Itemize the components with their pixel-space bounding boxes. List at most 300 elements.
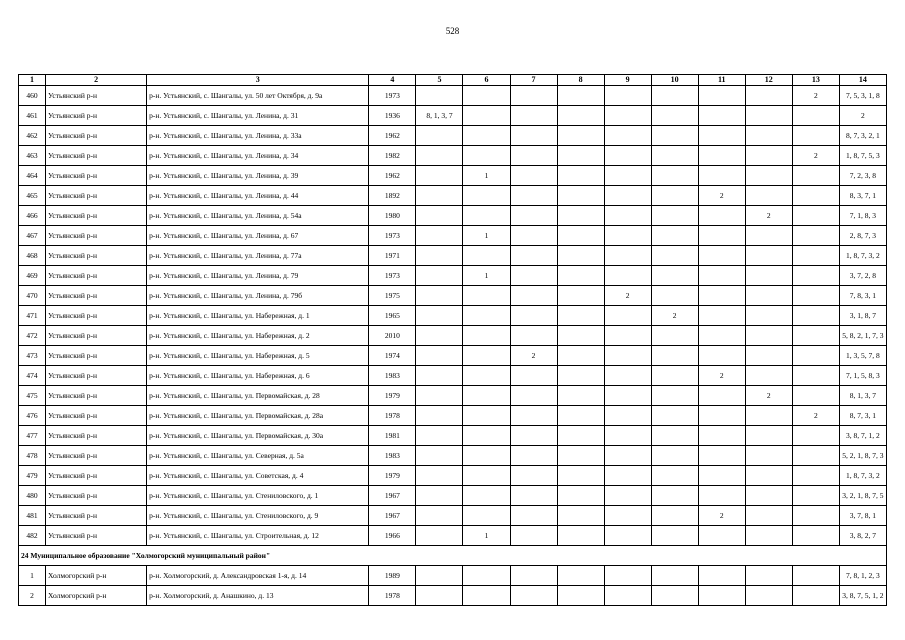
cell-col13 bbox=[792, 346, 839, 366]
section-row bbox=[19, 546, 887, 566]
cell-col6 bbox=[463, 126, 510, 146]
cell-number: 475 bbox=[19, 386, 46, 406]
cell-address: р-н. Холмогорский, д. Анашкино, д. 13 bbox=[147, 586, 369, 606]
cell-col12 bbox=[745, 566, 792, 586]
cell-col5 bbox=[416, 286, 463, 306]
cell-col6: 1 bbox=[463, 266, 510, 286]
table-row bbox=[19, 106, 887, 126]
column-header: 3 bbox=[147, 75, 369, 86]
cell-district: Устьянский р-н bbox=[46, 146, 147, 166]
cell-col9 bbox=[604, 386, 651, 406]
cell-col5 bbox=[416, 126, 463, 146]
cell-col5 bbox=[416, 566, 463, 586]
cell-col8 bbox=[557, 426, 604, 446]
cell-number: 479 bbox=[19, 466, 46, 486]
cell-address: р-н. Устьянский, с. Шангалы, ул. Ленина, д. 39 bbox=[147, 166, 369, 186]
cell-col14: 8, 7, 3, 2, 1 bbox=[839, 126, 886, 146]
cell-col7 bbox=[510, 526, 557, 546]
cell-col14: 5, 2, 1, 8, 7, 3 bbox=[839, 446, 886, 466]
cell-col13 bbox=[792, 526, 839, 546]
cell-address: р-н. Устьянский, с. Шангалы, ул. Набережная, д. 5 bbox=[147, 346, 369, 366]
cell-col13 bbox=[792, 506, 839, 526]
table-row bbox=[19, 246, 887, 266]
cell-address: р-н. Устьянский, с. Шангалы, ул. Ленина, д. 54а bbox=[147, 206, 369, 226]
cell-col10 bbox=[651, 146, 698, 166]
column-header: 2 bbox=[46, 75, 147, 86]
cell-col12 bbox=[745, 286, 792, 306]
cell-col5 bbox=[416, 246, 463, 266]
cell-address: р-н. Устьянский, с. Шангалы, ул. Ленина, д. 67 bbox=[147, 226, 369, 246]
cell-col8 bbox=[557, 246, 604, 266]
cell-district: Устьянский р-н bbox=[46, 446, 147, 466]
cell-col12 bbox=[745, 326, 792, 346]
cell-col14: 3, 8, 7, 1, 2 bbox=[839, 426, 886, 446]
cell-year: 1936 bbox=[369, 106, 416, 126]
cell-col11 bbox=[698, 246, 745, 266]
cell-col8 bbox=[557, 566, 604, 586]
cell-district: Устьянский р-н bbox=[46, 466, 147, 486]
cell-number: 481 bbox=[19, 506, 46, 526]
cell-col8 bbox=[557, 166, 604, 186]
cell-col9 bbox=[604, 446, 651, 466]
cell-col8 bbox=[557, 486, 604, 506]
cell-col12 bbox=[745, 266, 792, 286]
cell-col12 bbox=[745, 486, 792, 506]
cell-year: 1979 bbox=[369, 386, 416, 406]
cell-col12 bbox=[745, 86, 792, 106]
table-row bbox=[19, 206, 887, 226]
cell-col6 bbox=[463, 366, 510, 386]
cell-col13 bbox=[792, 486, 839, 506]
cell-col11 bbox=[698, 166, 745, 186]
table-row bbox=[19, 406, 887, 426]
cell-col10 bbox=[651, 166, 698, 186]
cell-col9 bbox=[604, 306, 651, 326]
cell-col12 bbox=[745, 126, 792, 146]
cell-col5 bbox=[416, 166, 463, 186]
cell-col7 bbox=[510, 486, 557, 506]
cell-col9 bbox=[604, 526, 651, 546]
cell-col12 bbox=[745, 526, 792, 546]
cell-col5 bbox=[416, 86, 463, 106]
column-header: 8 bbox=[557, 75, 604, 86]
cell-col11 bbox=[698, 306, 745, 326]
cell-col7 bbox=[510, 406, 557, 426]
cell-number: 2 bbox=[19, 586, 46, 606]
cell-col14: 3, 8, 2, 7 bbox=[839, 526, 886, 546]
cell-col5 bbox=[416, 146, 463, 166]
cell-col14: 5, 8, 2, 1, 7, 3 bbox=[839, 326, 886, 346]
cell-col9 bbox=[604, 206, 651, 226]
cell-year: 1975 bbox=[369, 286, 416, 306]
cell-district: Устьянский р-н bbox=[46, 426, 147, 446]
cell-col10 bbox=[651, 466, 698, 486]
cell-year: 1967 bbox=[369, 506, 416, 526]
cell-col5 bbox=[416, 386, 463, 406]
cell-col10 bbox=[651, 426, 698, 446]
cell-col13 bbox=[792, 366, 839, 386]
table-row bbox=[19, 426, 887, 446]
cell-col9 bbox=[604, 226, 651, 246]
cell-col8 bbox=[557, 466, 604, 486]
cell-col11 bbox=[698, 86, 745, 106]
section-heading: 24 Муниципальное образование "Холмогорский муниципальный район" bbox=[19, 546, 887, 566]
cell-col12 bbox=[745, 106, 792, 126]
cell-district: Устьянский р-н bbox=[46, 326, 147, 346]
cell-col14: 2, 8, 7, 3 bbox=[839, 226, 886, 246]
cell-col12 bbox=[745, 226, 792, 246]
table-row bbox=[19, 446, 887, 466]
column-header: 4 bbox=[369, 75, 416, 86]
cell-address: р-н. Устьянский, с. Шангалы, ул. Стениловского, д. 9 bbox=[147, 506, 369, 526]
cell-col7 bbox=[510, 226, 557, 246]
cell-number: 465 bbox=[19, 186, 46, 206]
cell-number: 468 bbox=[19, 246, 46, 266]
table-row bbox=[19, 186, 887, 206]
cell-col7 bbox=[510, 146, 557, 166]
cell-col14: 8, 1, 3, 7 bbox=[839, 386, 886, 406]
cell-col6 bbox=[463, 106, 510, 126]
cell-number: 477 bbox=[19, 426, 46, 446]
cell-number: 482 bbox=[19, 526, 46, 546]
cell-col13 bbox=[792, 466, 839, 486]
cell-col5 bbox=[416, 346, 463, 366]
cell-col11 bbox=[698, 466, 745, 486]
cell-year: 1982 bbox=[369, 146, 416, 166]
table-row bbox=[19, 226, 887, 246]
cell-district: Устьянский р-н bbox=[46, 366, 147, 386]
cell-col8 bbox=[557, 526, 604, 546]
cell-col13: 2 bbox=[792, 86, 839, 106]
cell-col5 bbox=[416, 506, 463, 526]
cell-year: 1981 bbox=[369, 426, 416, 446]
cell-col7 bbox=[510, 206, 557, 226]
cell-col9 bbox=[604, 166, 651, 186]
cell-col12 bbox=[745, 426, 792, 446]
cell-col13 bbox=[792, 566, 839, 586]
cell-col13 bbox=[792, 306, 839, 326]
cell-col10 bbox=[651, 186, 698, 206]
cell-col12 bbox=[745, 186, 792, 206]
cell-col12 bbox=[745, 306, 792, 326]
cell-col13 bbox=[792, 206, 839, 226]
cell-col13: 2 bbox=[792, 146, 839, 166]
cell-col10 bbox=[651, 86, 698, 106]
cell-district: Устьянский р-н bbox=[46, 226, 147, 246]
cell-col13 bbox=[792, 106, 839, 126]
cell-number: 474 bbox=[19, 366, 46, 386]
cell-col11 bbox=[698, 426, 745, 446]
cell-col10 bbox=[651, 106, 698, 126]
cell-district: Устьянский р-н bbox=[46, 266, 147, 286]
cell-col7 bbox=[510, 126, 557, 146]
cell-year: 1978 bbox=[369, 586, 416, 606]
cell-col8 bbox=[557, 206, 604, 226]
cell-col12: 2 bbox=[745, 386, 792, 406]
cell-col8 bbox=[557, 86, 604, 106]
cell-col7 bbox=[510, 266, 557, 286]
page-number: 528 bbox=[445, 26, 460, 36]
cell-col9 bbox=[604, 466, 651, 486]
column-header: 9 bbox=[604, 75, 651, 86]
cell-year: 1892 bbox=[369, 186, 416, 206]
cell-number: 1 bbox=[19, 566, 46, 586]
cell-col6: 1 bbox=[463, 526, 510, 546]
cell-number: 462 bbox=[19, 126, 46, 146]
cell-col8 bbox=[557, 346, 604, 366]
cell-col14: 2 bbox=[839, 106, 886, 126]
cell-col13 bbox=[792, 166, 839, 186]
cell-col10 bbox=[651, 286, 698, 306]
cell-col13 bbox=[792, 226, 839, 246]
cell-col10 bbox=[651, 366, 698, 386]
cell-col5 bbox=[416, 326, 463, 346]
cell-col10 bbox=[651, 386, 698, 406]
cell-col14: 1, 8, 7, 5, 3 bbox=[839, 146, 886, 166]
cell-district: Устьянский р-н bbox=[46, 246, 147, 266]
cell-col7 bbox=[510, 366, 557, 386]
cell-number: 473 bbox=[19, 346, 46, 366]
cell-year: 1965 bbox=[369, 306, 416, 326]
cell-district: Устьянский р-н bbox=[46, 286, 147, 306]
cell-col13 bbox=[792, 326, 839, 346]
cell-address: р-н. Устьянский, с. Шангалы, ул. 50 лет Октября, д. 9а bbox=[147, 86, 369, 106]
cell-col12 bbox=[745, 246, 792, 266]
cell-year: 1974 bbox=[369, 346, 416, 366]
cell-col5 bbox=[416, 226, 463, 246]
cell-number: 471 bbox=[19, 306, 46, 326]
cell-col14: 7, 1, 8, 3 bbox=[839, 206, 886, 226]
cell-col9 bbox=[604, 126, 651, 146]
cell-address: р-н. Устьянский, с. Шангалы, ул. Первомайская, д. 30а bbox=[147, 426, 369, 446]
cell-year: 1983 bbox=[369, 366, 416, 386]
cell-year: 1989 bbox=[369, 566, 416, 586]
cell-col12 bbox=[745, 146, 792, 166]
cell-col9 bbox=[604, 266, 651, 286]
cell-col11: 2 bbox=[698, 366, 745, 386]
cell-number: 478 bbox=[19, 446, 46, 466]
column-header-row bbox=[19, 75, 887, 86]
cell-col14: 7, 2, 3, 8 bbox=[839, 166, 886, 186]
cell-col12 bbox=[745, 446, 792, 466]
cell-col6 bbox=[463, 506, 510, 526]
cell-col12 bbox=[745, 166, 792, 186]
cell-col13 bbox=[792, 246, 839, 266]
cell-col14: 7, 8, 1, 2, 3 bbox=[839, 566, 886, 586]
cell-col5 bbox=[416, 266, 463, 286]
cell-district: Устьянский р-н bbox=[46, 506, 147, 526]
cell-col8 bbox=[557, 406, 604, 426]
cell-col9 bbox=[604, 246, 651, 266]
cell-col13 bbox=[792, 386, 839, 406]
cell-year: 1967 bbox=[369, 486, 416, 506]
cell-year: 1973 bbox=[369, 226, 416, 246]
cell-col7 bbox=[510, 586, 557, 606]
cell-col14: 3, 2, 1, 8, 7, 5 bbox=[839, 486, 886, 506]
cell-col7 bbox=[510, 426, 557, 446]
cell-col14: 1, 8, 7, 3, 2 bbox=[839, 466, 886, 486]
cell-col11 bbox=[698, 226, 745, 246]
cell-col8 bbox=[557, 266, 604, 286]
cell-col5 bbox=[416, 366, 463, 386]
cell-col9: 2 bbox=[604, 286, 651, 306]
cell-col8 bbox=[557, 506, 604, 526]
cell-col14: 8, 3, 7, 1 bbox=[839, 186, 886, 206]
cell-col6 bbox=[463, 406, 510, 426]
cell-col6 bbox=[463, 346, 510, 366]
cell-col9 bbox=[604, 86, 651, 106]
cell-col10 bbox=[651, 266, 698, 286]
cell-year: 1979 bbox=[369, 466, 416, 486]
column-header: 13 bbox=[792, 75, 839, 86]
table-row bbox=[19, 506, 887, 526]
cell-col6 bbox=[463, 386, 510, 406]
cell-col11 bbox=[698, 486, 745, 506]
cell-col13 bbox=[792, 186, 839, 206]
cell-year: 1971 bbox=[369, 246, 416, 266]
cell-number: 469 bbox=[19, 266, 46, 286]
cell-district: Устьянский р-н bbox=[46, 126, 147, 146]
cell-address: р-н. Устьянский, с. Шангалы, ул. Ленина, д. 31 bbox=[147, 106, 369, 126]
cell-col9 bbox=[604, 586, 651, 606]
cell-address: р-н. Устьянский, с. Шангалы, ул. Ленина, д. 77а bbox=[147, 246, 369, 266]
cell-col7 bbox=[510, 566, 557, 586]
cell-col11 bbox=[698, 326, 745, 346]
cell-col6 bbox=[463, 186, 510, 206]
cell-col9 bbox=[604, 346, 651, 366]
cell-district: Устьянский р-н bbox=[46, 386, 147, 406]
table-row bbox=[19, 126, 887, 146]
table-row bbox=[19, 166, 887, 186]
cell-address: р-н. Устьянский, с. Шангалы, ул. Ленина, д. 34 bbox=[147, 146, 369, 166]
column-header: 14 bbox=[839, 75, 886, 86]
cell-col8 bbox=[557, 366, 604, 386]
cell-col13 bbox=[792, 426, 839, 446]
cell-col13 bbox=[792, 286, 839, 306]
cell-col10 bbox=[651, 586, 698, 606]
cell-col8 bbox=[557, 586, 604, 606]
cell-col11 bbox=[698, 586, 745, 606]
cell-col10 bbox=[651, 126, 698, 146]
cell-number: 467 bbox=[19, 226, 46, 246]
table-row bbox=[19, 346, 887, 366]
cell-district: Устьянский р-н bbox=[46, 166, 147, 186]
cell-col6 bbox=[463, 486, 510, 506]
cell-address: р-н. Устьянский, с. Шангалы, ул. Набережная, д. 1 bbox=[147, 306, 369, 326]
cell-col5 bbox=[416, 426, 463, 446]
cell-col5 bbox=[416, 446, 463, 466]
cell-address: р-н. Устьянский, с. Шангалы, ул. Ленина, д. 79 bbox=[147, 266, 369, 286]
register-table bbox=[18, 74, 887, 606]
cell-col14: 7, 8, 3, 1 bbox=[839, 286, 886, 306]
cell-col10 bbox=[651, 346, 698, 366]
table-row bbox=[19, 526, 887, 546]
cell-address: р-н. Устьянский, с. Шангалы, ул. Ленина, д. 79б bbox=[147, 286, 369, 306]
cell-district: Устьянский р-н bbox=[46, 86, 147, 106]
cell-col13 bbox=[792, 126, 839, 146]
cell-col10 bbox=[651, 326, 698, 346]
cell-col14: 7, 1, 5, 8, 3 bbox=[839, 366, 886, 386]
cell-number: 472 bbox=[19, 326, 46, 346]
cell-year: 1966 bbox=[369, 526, 416, 546]
cell-col10 bbox=[651, 566, 698, 586]
cell-col6 bbox=[463, 246, 510, 266]
cell-col8 bbox=[557, 186, 604, 206]
cell-address: р-н. Устьянский, с. Шангалы, ул. Первомайская, д. 28 bbox=[147, 386, 369, 406]
cell-col14: 3, 7, 8, 1 bbox=[839, 506, 886, 526]
cell-col7 bbox=[510, 86, 557, 106]
cell-col12 bbox=[745, 466, 792, 486]
table-row bbox=[19, 386, 887, 406]
cell-col10 bbox=[651, 526, 698, 546]
cell-col10 bbox=[651, 446, 698, 466]
cell-number: 466 bbox=[19, 206, 46, 226]
cell-district: Устьянский р-н bbox=[46, 106, 147, 126]
cell-col14: 3, 7, 2, 8 bbox=[839, 266, 886, 286]
cell-col11 bbox=[698, 526, 745, 546]
cell-col12: 2 bbox=[745, 206, 792, 226]
cell-col12 bbox=[745, 586, 792, 606]
cell-district: Устьянский р-н bbox=[46, 346, 147, 366]
cell-col9 bbox=[604, 406, 651, 426]
cell-year: 1973 bbox=[369, 266, 416, 286]
cell-district: Устьянский р-н bbox=[46, 486, 147, 506]
cell-col5 bbox=[416, 306, 463, 326]
cell-col14: 8, 7, 3, 1 bbox=[839, 406, 886, 426]
cell-col7 bbox=[510, 106, 557, 126]
table-row bbox=[19, 486, 887, 506]
cell-col9 bbox=[604, 326, 651, 346]
cell-col14: 1, 3, 5, 7, 8 bbox=[839, 346, 886, 366]
cell-col10 bbox=[651, 226, 698, 246]
cell-district: Устьянский р-н bbox=[46, 406, 147, 426]
column-header: 10 bbox=[651, 75, 698, 86]
cell-col12 bbox=[745, 366, 792, 386]
cell-col6 bbox=[463, 206, 510, 226]
cell-col7 bbox=[510, 326, 557, 346]
cell-col6 bbox=[463, 426, 510, 446]
cell-col9 bbox=[604, 566, 651, 586]
column-header: 12 bbox=[745, 75, 792, 86]
cell-col13 bbox=[792, 586, 839, 606]
cell-col11 bbox=[698, 346, 745, 366]
cell-col5: 8, 1, 3, 7 bbox=[416, 106, 463, 126]
cell-col7 bbox=[510, 286, 557, 306]
table-row bbox=[19, 366, 887, 386]
cell-col11 bbox=[698, 406, 745, 426]
cell-district: Холмогорский р-н bbox=[46, 566, 147, 586]
cell-col6 bbox=[463, 326, 510, 346]
cell-address: р-н. Устьянский, с. Шангалы, ул. Ленина, д. 44 bbox=[147, 186, 369, 206]
table-body-ustyansky bbox=[19, 86, 887, 546]
cell-col10 bbox=[651, 406, 698, 426]
cell-address: р-н. Устьянский, с. Шангалы, ул. Ленина, д. 33а bbox=[147, 126, 369, 146]
cell-district: Устьянский р-н bbox=[46, 526, 147, 546]
cell-col8 bbox=[557, 226, 604, 246]
column-header: 5 bbox=[416, 75, 463, 86]
cell-col11 bbox=[698, 286, 745, 306]
cell-number: 463 bbox=[19, 146, 46, 166]
cell-col11 bbox=[698, 446, 745, 466]
cell-year: 1962 bbox=[369, 166, 416, 186]
column-header: 7 bbox=[510, 75, 557, 86]
cell-col11 bbox=[698, 146, 745, 166]
cell-col9 bbox=[604, 106, 651, 126]
cell-address: р-н. Устьянский, с. Шангалы, ул. Северная, д. 5а bbox=[147, 446, 369, 466]
table-row bbox=[19, 146, 887, 166]
cell-col11: 2 bbox=[698, 186, 745, 206]
cell-col7 bbox=[510, 186, 557, 206]
